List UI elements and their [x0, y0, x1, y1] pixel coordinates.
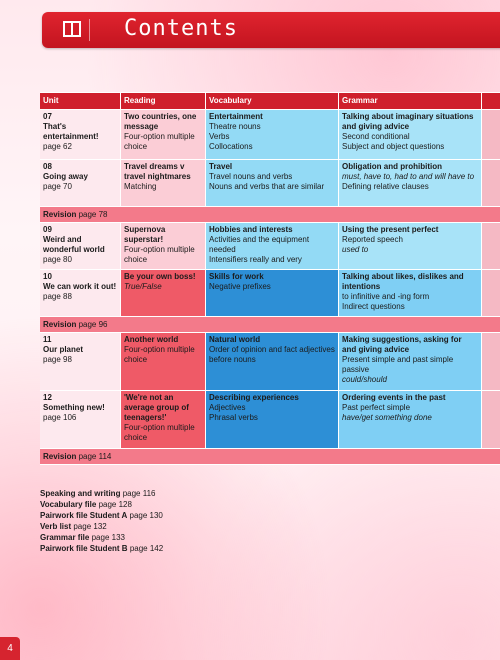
reading-cell: Travel dreams v travel nightmares Matching: [121, 160, 206, 206]
vocabulary-cell: Hobbies and interests Activities and the equipment needed Intensifiers really and very: [206, 223, 339, 269]
book-icon: [54, 19, 90, 41]
reading-cell: 'We're not an average group of teenagers!' Four-option multiple choice: [121, 391, 206, 448]
table-header: [40, 93, 500, 110]
grammar-cell: Talking about imaginary situations and giving advice Second conditional Subject and object questions: [339, 110, 482, 159]
vocabulary-cell: Travel Travel nouns and verbs Nouns and verbs that are similar: [206, 160, 339, 206]
vocabulary-cell: Natural world Order of opinion and fact adjectives before nouns: [206, 333, 339, 390]
unit-cell: 12 Something new! page 106: [40, 391, 121, 448]
contents-banner: [42, 12, 500, 48]
revision-row: Revision page 78: [40, 207, 500, 223]
table-row: [40, 333, 500, 391]
col-unit: Unit: [40, 93, 121, 109]
table-row: [40, 160, 500, 207]
vocabulary-cell: Skills for work Negative prefixes: [206, 270, 339, 316]
unit-cell: 11 Our planet page 98: [40, 333, 121, 390]
table-row: [40, 110, 500, 160]
list-item: Speaking and writing page 116: [40, 489, 156, 498]
table-row: [40, 391, 500, 449]
grammar-cell: Obligation and prohibition must, have to, had to and will have to Defining relative clauses: [339, 160, 482, 206]
list-item: Pairwork file Student A page 130: [40, 511, 163, 520]
unit-cell: 07 That's entertainment! page 62: [40, 110, 121, 159]
unit-cell: 09 Weird and wonderful world page 80: [40, 223, 121, 269]
reading-cell: Another world Four-option multiple choice: [121, 333, 206, 390]
page-number: 4: [0, 637, 20, 660]
vocabulary-cell: Describing experiences Adjectives Phrasal verbs: [206, 391, 339, 448]
revision-row: Revision page 96: [40, 317, 500, 333]
col-reading: Reading: [121, 93, 206, 109]
col-grammar: Grammar: [339, 93, 482, 109]
reading-cell: Two countries, one message Four-option multiple choice: [121, 110, 206, 159]
appendix-list: [40, 488, 163, 554]
list-item: Vocabulary file page 128: [40, 500, 132, 509]
table-row: [40, 270, 500, 317]
list-item: Grammar file page 133: [40, 533, 125, 542]
vocabulary-cell: Entertainment Theatre nouns Verbs Collocations: [206, 110, 339, 159]
col-vocabulary: Vocabulary: [206, 93, 339, 109]
grammar-cell: Ordering events in the past Past perfect simple have/get something done: [339, 391, 482, 448]
table-row: [40, 223, 500, 270]
list-item: Pairwork file Student B page 142: [40, 544, 164, 553]
col-extra: [482, 93, 500, 109]
contents-table: [40, 92, 500, 465]
reading-cell: Be your own boss! True/False: [121, 270, 206, 316]
page-title: Contents: [124, 16, 238, 41]
grammar-cell: Making suggestions, asking for and giving advice Present simple and past simple passive could/should: [339, 333, 482, 390]
revision-row: Revision page 114: [40, 449, 500, 465]
grammar-cell: Talking about likes, dislikes and intentions to infinitive and -ing form Indirect questions: [339, 270, 482, 316]
grammar-cell: Using the present perfect Reported speech used to: [339, 223, 482, 269]
reading-cell: Supernova superstar! Four-option multiple choice: [121, 223, 206, 269]
unit-cell: 10 We can work it out! page 88: [40, 270, 121, 316]
list-item: Verb list page 132: [40, 522, 107, 531]
unit-cell: 08 Going away page 70: [40, 160, 121, 206]
